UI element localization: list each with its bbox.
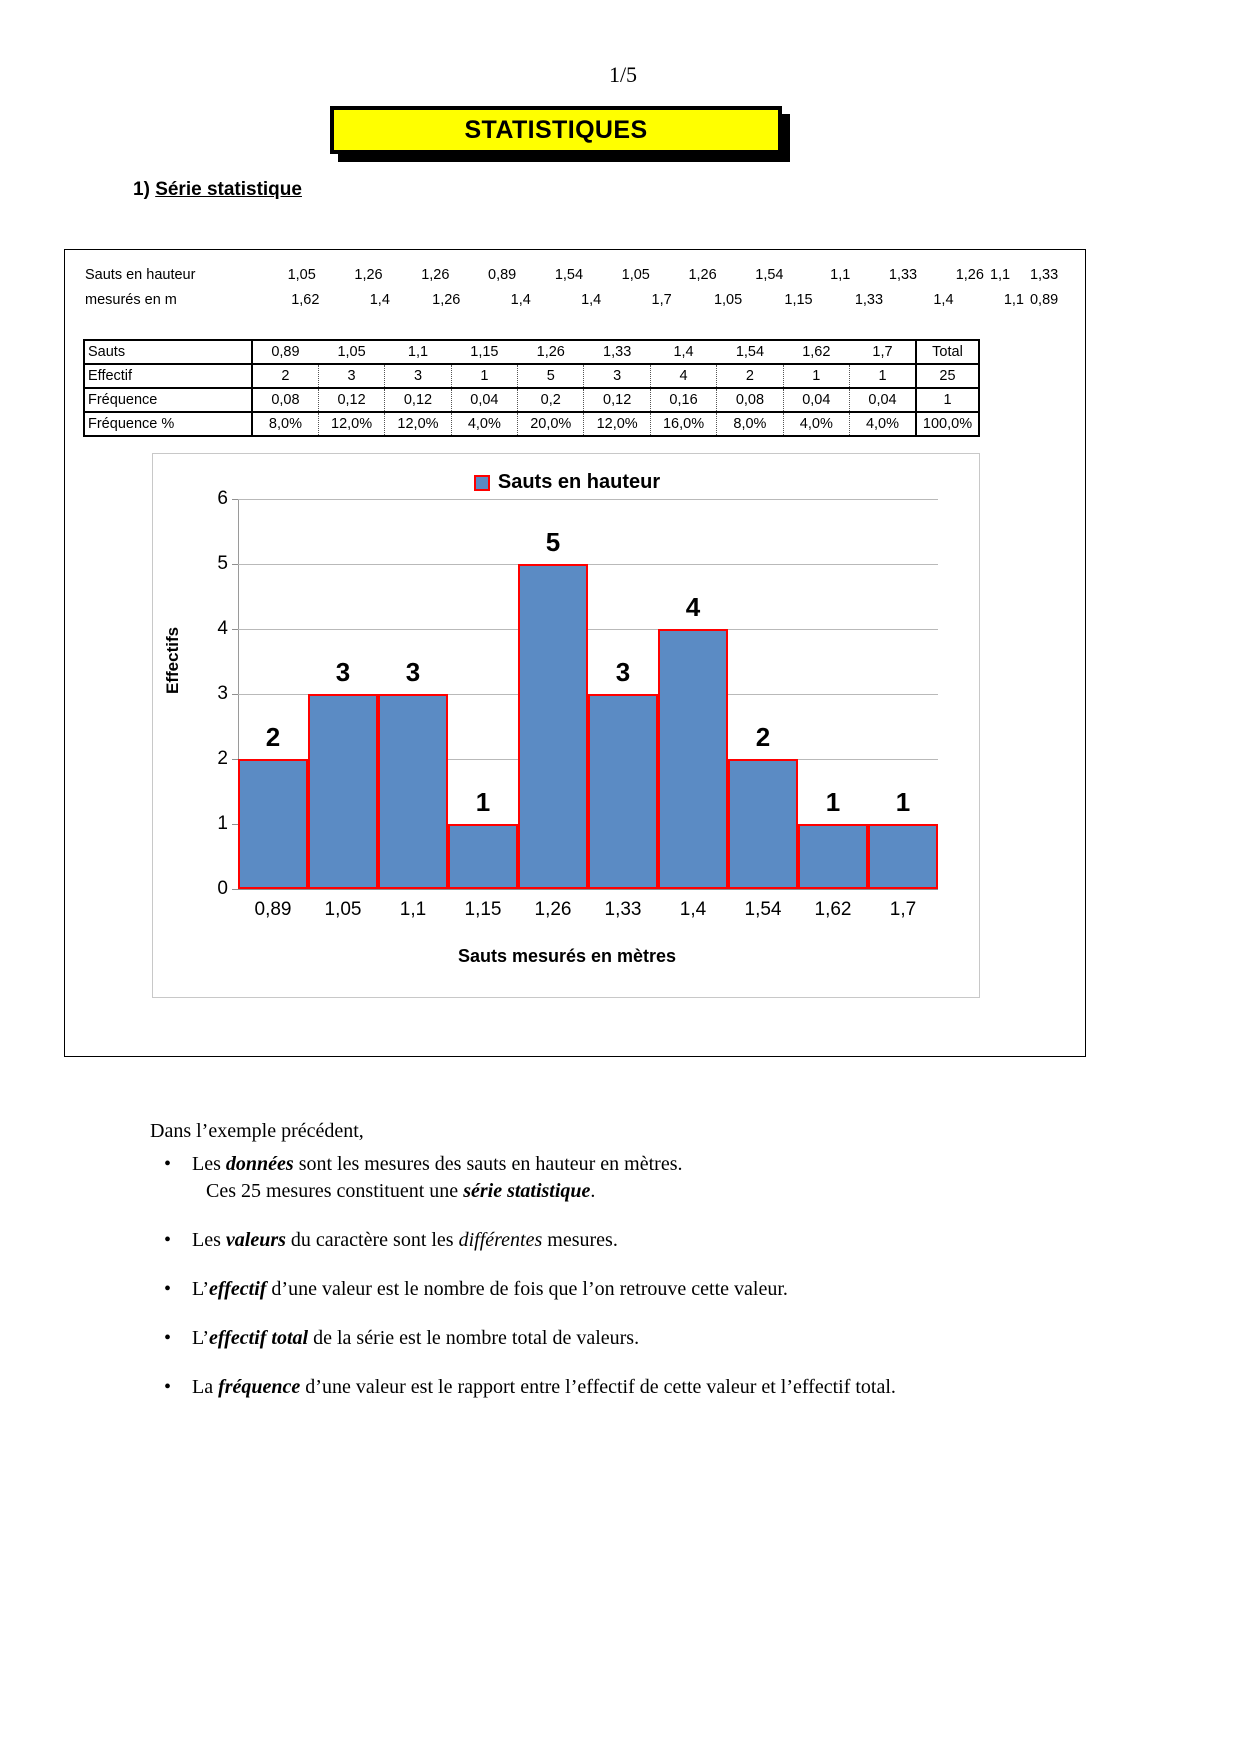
raw-value: 1,54 [554,267,584,283]
prose-fragment: mesures. [542,1229,618,1251]
raw-series-label-2: mesurés en m [85,292,177,308]
raw-value: 1,1 [830,267,851,283]
bar-cell [518,499,588,889]
table-cell: 12,0% [584,412,650,436]
prose-fragment: Ces 25 mesures constituent une [206,1180,464,1202]
table-cell: 3 [385,364,451,388]
table-total-cell: Total [916,340,979,364]
raw-value: 1,4 [581,292,602,308]
table-cell: 0,12 [318,388,384,412]
table-cell: 3 [584,364,650,388]
table-total-cell: 100,0% [916,412,979,436]
raw-value: 1,4 [369,292,390,308]
section-heading [133,179,302,201]
table-cell: 3 [318,364,384,388]
table-cell: 1,26 [518,340,584,364]
table-cell: 5 [518,364,584,388]
table-cell: 4,0% [783,412,849,436]
bar-data-label: 3 [335,657,351,687]
table-cell: 0,12 [584,388,650,412]
table-row [84,364,979,388]
raw-value: 1,26 [432,292,461,308]
explanation-text [150,1118,1110,1423]
table-cell: 1 [451,364,517,388]
bullet-icon: • [164,1153,172,1175]
list-item-text [192,1278,788,1300]
prose-fragment: différentes [458,1229,543,1251]
table-cell: 2 [717,364,783,388]
bar-data-label: 2 [755,722,771,752]
title-banner [330,106,782,154]
bar [378,694,448,889]
bar-data-label: 3 [615,657,631,687]
y-tick-label: 6 [217,488,228,509]
bar [308,694,378,889]
raw-value: 1,26 [354,267,383,283]
prose-fragment: données [225,1153,294,1175]
y-tick-label: 3 [217,683,228,704]
x-tick-label: 1,62 [814,899,852,920]
raw-value: 1,05 [713,292,743,308]
prose-fragment: . [590,1180,596,1202]
raw-value: 0,89 [1029,292,1059,308]
bullet-icon: • [164,1327,172,1349]
table-cell: 4,0% [850,412,916,436]
prose-fragment: L’ [192,1327,210,1349]
title-box [330,106,782,154]
raw-value: 1,33 [1029,267,1059,283]
x-tick-label: 1,26 [534,899,572,920]
y-tick-label: 5 [217,553,228,574]
table-total-cell: 1 [916,388,979,412]
chart-bars [238,499,938,889]
bar-cell [308,499,378,889]
raw-series-values-2 [255,292,1070,308]
list-item [150,1276,1110,1303]
table-cell: 8,0% [252,412,318,436]
table-cell: 1 [850,364,916,388]
bar [588,694,658,889]
prose-fragment: Les [192,1153,226,1175]
bar [518,564,588,889]
raw-value: 1,26 [688,267,717,283]
raw-value: 0,89 [488,267,517,283]
bar-cell [728,499,798,889]
chart-x-axis-title: Sauts mesurés en mètres [457,946,677,966]
prose-fragment: sont les mesures des sauts en hauteur en mètres. [293,1153,683,1175]
raw-value: 1,4 [933,292,954,308]
table-cell: 1,54 [717,340,783,364]
raw-value: 1,7 [651,292,672,308]
statistics-table [83,339,980,437]
section-number: 1) [133,179,156,200]
table-cell: 0,08 [252,388,318,412]
bar-cell [378,499,448,889]
bar-data-label: 2 [265,722,281,752]
raw-value: 1,62 [291,292,320,308]
list-item [150,1151,1110,1205]
bar-data-label: 1 [475,787,491,817]
prose-fragment: La [192,1376,219,1398]
prose-fragment: d’une valeur est le rapport entre l’effectif de cette valeur et l’effectif total. [300,1376,896,1398]
x-tick-label: 1,7 [889,899,917,920]
raw-value: 1,26 [955,267,984,283]
prose-fragment: valeurs [225,1229,286,1251]
bar [658,629,728,889]
table-cell: 0,12 [385,388,451,412]
prose-fragment: L’ [192,1278,210,1300]
raw-value: 1,26 [421,267,450,283]
table-cell: 1,05 [318,340,384,364]
prose-fragment: de la série est le nombre total de valeurs. [308,1327,640,1349]
prose-fragment: d’une valeur est le nombre de fois que l’on retrouve cette valeur. [266,1278,788,1300]
table-row [84,340,979,364]
list-item-text [192,1376,896,1398]
list-item-subtext [192,1178,1110,1205]
histogram-chart [152,453,980,998]
raw-series-row-1 [85,267,1070,292]
bar [798,824,868,889]
list-item-text [192,1327,639,1349]
definition-list [150,1151,1110,1401]
raw-value: 1,1 [1003,292,1024,308]
legend-swatch-icon [474,475,490,491]
table-row-header: Fréquence % [84,412,252,436]
x-tick-label: 1,4 [679,899,707,920]
table-cell: 1,4 [650,340,716,364]
table-cell: 4,0% [451,412,517,436]
list-item-text [192,1229,618,1251]
prose-fragment: Les [192,1229,226,1251]
bar-data-label: 3 [405,657,421,687]
table-cell: 12,0% [385,412,451,436]
y-tick-label: 1 [217,813,228,834]
chart-x-tick-labels [238,899,938,921]
bullet-icon: • [164,1278,172,1300]
raw-value: 1,05 [621,267,650,283]
page-title: STATISTIQUES [464,115,648,144]
table-cell: 1,62 [783,340,849,364]
section-title: Série statistique [155,179,302,200]
raw-value: 1,1 [989,267,1011,283]
raw-value: 1,4 [510,292,531,308]
y-tick-label: 0 [217,878,228,899]
table-cell: 12,0% [318,412,384,436]
table-cell: 16,0% [650,412,716,436]
bar-cell [588,499,658,889]
table-cell: 0,08 [717,388,783,412]
prose-fragment: fréquence [218,1376,301,1398]
table-cell: 2 [252,364,318,388]
table-cell: 0,04 [783,388,849,412]
table-cell: 8,0% [717,412,783,436]
bar-data-label: 5 [545,527,561,557]
table-cell: 0,89 [252,340,318,364]
table-row-header: Effectif [84,364,252,388]
y-tick-label: 2 [217,748,228,769]
raw-series-row-2 [85,292,1070,317]
prose-fragment: effectif total [209,1327,309,1349]
bar [868,824,938,889]
gridline [238,889,938,890]
legend-label: Sauts en hauteur [497,471,661,493]
prose-fragment: série statistique [463,1180,591,1202]
y-tick-label: 4 [217,618,228,639]
prose-fragment: effectif [209,1278,267,1300]
table-cell: 1,7 [850,340,916,364]
raw-value: 1,54 [755,267,784,283]
bar-cell [658,499,728,889]
list-item-text [192,1153,682,1175]
table-cell: 1,15 [451,340,517,364]
table-cell: 1,33 [584,340,650,364]
list-item [150,1325,1110,1352]
raw-series-label-1: Sauts en hauteur [85,267,196,283]
table-row-header: Sauts [84,340,252,364]
bullet-icon: • [164,1376,172,1398]
table-cell: 4 [650,364,716,388]
x-tick-label: 0,89 [254,899,292,920]
table-cell: 1,1 [385,340,451,364]
table-cell: 0,2 [518,388,584,412]
table-cell: 0,16 [650,388,716,412]
table-row-header: Fréquence [84,388,252,412]
prose-lead: Dans l’exemple précédent, [150,1120,364,1142]
bar [728,759,798,889]
bullet-icon: • [164,1229,172,1251]
bar-data-label: 1 [895,787,911,817]
bar-cell [798,499,868,889]
x-tick-label: 1,05 [324,899,362,920]
list-item [150,1374,1110,1401]
bar-data-label: 4 [685,592,701,622]
table-row [84,412,979,436]
table-total-cell: 25 [916,364,979,388]
raw-value: 1,33 [854,292,884,308]
bar [238,759,308,889]
raw-value: 1,05 [287,267,316,283]
content-frame [64,249,1086,1057]
chart-y-axis-title: Effectifs [163,626,182,694]
prose-fragment: du caractère sont les [285,1229,459,1251]
bar-cell [868,499,938,889]
raw-series-values-1 [255,267,1070,283]
table-row [84,388,979,412]
y-tick-mark [232,889,238,890]
bar-cell [448,499,518,889]
raw-value: 1,15 [784,292,813,308]
table-cell: 1 [783,364,849,388]
chart-legend [153,471,981,494]
bar-cell [238,499,308,889]
table-cell: 0,04 [451,388,517,412]
chart-plot-area [217,488,938,899]
raw-value: 1,33 [888,267,918,283]
x-tick-label: 1,1 [399,899,427,920]
bar [448,824,518,889]
x-tick-label: 1,33 [604,899,642,920]
list-item [150,1227,1110,1254]
bar-data-label: 1 [825,787,841,817]
page-number: 1/5 [608,62,638,87]
table-cell: 20,0% [518,412,584,436]
x-tick-label: 1,54 [744,899,782,920]
x-tick-label: 1,15 [464,899,502,920]
table-cell: 0,04 [850,388,916,412]
raw-series-block [85,267,1070,317]
